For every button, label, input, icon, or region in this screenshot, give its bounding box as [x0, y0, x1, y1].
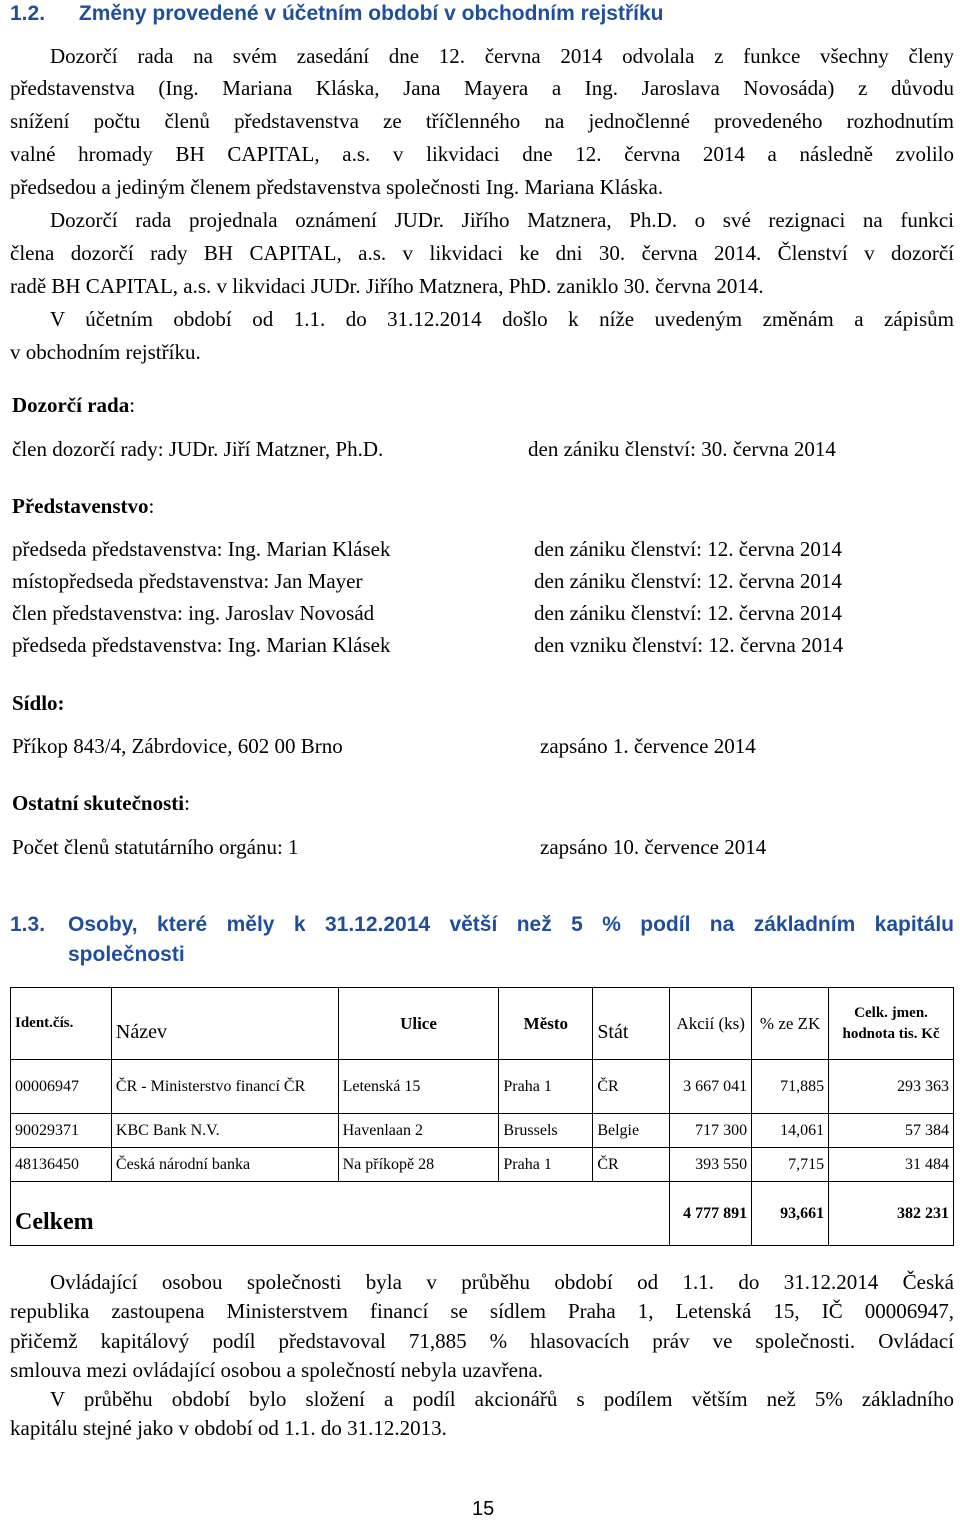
table-row — [11, 1114, 954, 1148]
board-heading: Představenstvo: — [12, 494, 155, 518]
cell-country: ČR — [593, 1060, 670, 1114]
supervisory-board-member-date: den zániku členství: 30. června 2014 — [528, 437, 836, 461]
total-value: 382 231 — [829, 1182, 954, 1246]
board-member-date: den zániku členství: 12. června 2014 — [534, 537, 842, 561]
table-header-row — [11, 988, 954, 1060]
cell-id: 48136450 — [11, 1148, 112, 1182]
cell-value: 293 363 — [829, 1060, 954, 1114]
header-country: Stát — [593, 988, 670, 1060]
section-1-2-heading — [10, 2, 663, 26]
cell-street: Letenská 15 — [338, 1060, 499, 1114]
board-member-date: den zániku členství: 12. června 2014 — [534, 601, 842, 625]
other-facts-heading: Ostatní skutečnosti: — [12, 791, 190, 815]
header-name: Název — [111, 988, 338, 1060]
board-member: předseda představenstva: Ing. Marian Klásek — [12, 537, 391, 561]
total-shares: 4 777 891 — [670, 1182, 752, 1246]
seat-record-date: zapsáno 1. července 2014 — [540, 734, 756, 758]
cell-street: Havenlaan 2 — [338, 1114, 499, 1148]
seat-address: Příkop 843/4, Zábrdovice, 602 00 Brno — [12, 734, 343, 758]
cell-city: Praha 1 — [499, 1060, 593, 1114]
header-shares: Akcií (ks) — [670, 988, 752, 1060]
statutory-members-count: Počet členů statutárního orgánu: 1 — [12, 835, 299, 859]
paragraph-line: Dozorčí rada projednala oznámení JUDr. Jiřího Matznera, Ph.D. o své rezignaci na funkci — [50, 208, 954, 232]
paragraph-line: kapitálu stejné jako v období od 1.1. do 31.12.2013. — [10, 1416, 447, 1440]
total-pct: 93,661 — [752, 1182, 829, 1246]
cell-shares: 3 667 041 — [670, 1060, 752, 1114]
section-1-3-number: 1.3. — [10, 913, 46, 936]
paragraph-line: republika zastoupena Ministerstvem financí se sídlem Praha 1, Letenská 15, IČ 00006947, — [10, 1299, 954, 1323]
header-value: Celk. jmen. hodnota tis. Kč — [829, 988, 954, 1060]
page-number: 15 — [472, 1498, 495, 1520]
paragraph-line: V průběhu období bylo složení a podíl akcionářů s podílem větším než 5% základního — [50, 1387, 954, 1411]
cell-id: 00006947 — [11, 1060, 112, 1114]
header-id: Ident.čís. — [11, 988, 112, 1060]
paragraph-line: v obchodním rejstříku. — [10, 340, 201, 364]
supervisory-board-heading: Dozorčí rada: — [12, 393, 136, 417]
cell-pct: 7,715 — [752, 1148, 829, 1182]
cell-shares: 393 550 — [670, 1148, 752, 1182]
cell-city: Brussels — [499, 1114, 593, 1148]
cell-name: ČR - Ministerstvo financí ČR — [111, 1060, 338, 1114]
board-member-date: den vzniku členství: 12. června 2014 — [534, 633, 844, 657]
seat-heading: Sídlo: — [12, 691, 65, 715]
shareholders-table — [10, 987, 954, 1246]
paragraph-line: smlouva mezi ovládající osobou a společností nebyla uzavřena. — [10, 1358, 544, 1382]
cell-name: Česká národní banka — [111, 1148, 338, 1182]
paragraph-line: Ovládající osobou společnosti byla v průběhu období od 1.1. do 31.12.2014 Česká — [50, 1270, 954, 1294]
supervisory-board-member: člen dozorčí rady: JUDr. Jiří Matzner, Ph.D. — [12, 437, 384, 461]
section-title: Změny provedené v účetním období v obchodním rejstříku — [78, 2, 664, 25]
cell-id: 90029371 — [11, 1114, 112, 1148]
cell-country: Belgie — [593, 1114, 670, 1148]
cell-value: 31 484 — [829, 1148, 954, 1182]
cell-city: Praha 1 — [499, 1148, 593, 1182]
section-number: 1.2. — [10, 2, 46, 25]
section-1-3-title: Osoby, které měly k 31.12.2014 větší než 5 % podíl na základním kapitálu — [68, 913, 954, 936]
cell-pct: 71,885 — [752, 1060, 829, 1114]
cell-shares: 717 300 — [670, 1114, 752, 1148]
paragraph-line: V účetním období od 1.1. do 31.12.2014 došlo k níže uvedeným změnám a zápisům — [50, 307, 954, 331]
paragraph-line: předsedou a jediným členem představenstva společnosti Ing. Mariana Kláska. — [10, 175, 664, 199]
table-total-row — [11, 1182, 954, 1246]
paragraph-line: člena dozorčí rady BH CAPITAL, a.s. v likvidaci ke dni 30. června 2014. Členství v dozorčí — [10, 241, 954, 265]
paragraph-line: snížení počtu členů představenstva ze tříčlenného na jednočlenné provedeného rozhodnutím — [10, 109, 954, 133]
cell-pct: 14,061 — [752, 1114, 829, 1148]
paragraph-line: Dozorčí rada na svém zasedání dne 12. června 2014 odvolala z funkce všechny členy — [50, 44, 954, 68]
total-label: Celkem — [11, 1182, 670, 1246]
other-facts-record-date: zapsáno 10. července 2014 — [540, 835, 767, 859]
header-city: Město — [499, 988, 593, 1060]
paragraph-line: přičemž kapitálový podíl představoval 71,885 % hlasovacích práv ve společnosti. Ovládací — [10, 1329, 954, 1353]
paragraph-line: představenstva (Ing. Mariana Kláska, Jana Mayera a Ing. Jaroslava Novosáda) z důvodu — [10, 76, 954, 100]
table-row — [11, 1148, 954, 1182]
table-row — [11, 1060, 954, 1114]
header-street: Ulice — [338, 988, 499, 1060]
board-member: místopředseda představenstva: Jan Mayer — [12, 569, 363, 593]
header-pct: % ze ZK — [752, 988, 829, 1060]
cell-value: 57 384 — [829, 1114, 954, 1148]
board-member-date: den zániku členství: 12. června 2014 — [534, 569, 842, 593]
board-member: předseda představenstva: Ing. Marian Klásek — [12, 633, 391, 657]
paragraph-line: valné hromady BH CAPITAL, a.s. v likvidaci dne 12. června 2014 a následně zvolilo — [10, 142, 954, 166]
cell-street: Na příkopě 28 — [338, 1148, 499, 1182]
cell-name: KBC Bank N.V. — [111, 1114, 338, 1148]
cell-country: ČR — [593, 1148, 670, 1182]
paragraph-line: radě BH CAPITAL, a.s. v likvidaci JUDr. Jiřího Matznera, PhD. zaniklo 30. června 2014. — [10, 274, 764, 298]
board-member: člen představenstva: ing. Jaroslav Novosád — [12, 601, 375, 625]
section-1-3-title-cont: společnosti — [68, 943, 185, 966]
